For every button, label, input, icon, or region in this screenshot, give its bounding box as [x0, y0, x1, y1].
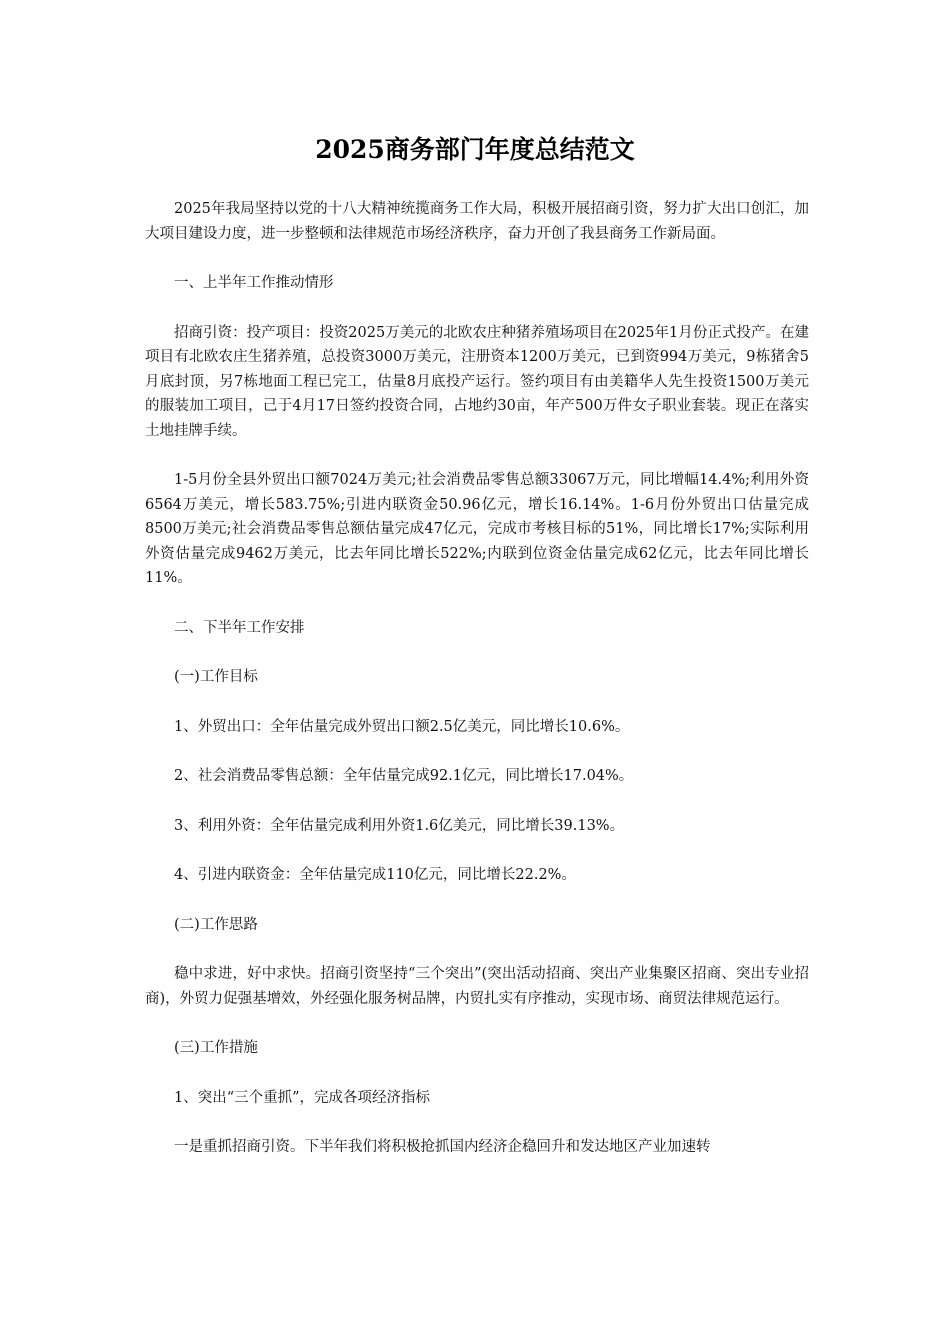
goal-item-foreign-investment: 3、利用外资：全年估量完成利用外资1.6亿美元，同比增长39.13%。 [174, 817, 625, 834]
subheading-work-measures: (三)工作措施 [174, 1040, 258, 1056]
section-heading-second-half: 二、下半年工作安排 [174, 619, 305, 636]
approach-paragraph: 稳中求进，好中求快。招商引资坚持“三个突出”(突出活动招商、突出产业集聚区招商、突出专业招商)，外贸力促强基增效，外经强化服务树品牌，内贸扎实有序推动，实现市场、商贸法律规范运行。 [145, 966, 809, 1007]
goal-item-retail: 2、社会消费品零售总额：全年估量完成92.1亿元，同比增长17.04%。 [174, 768, 634, 784]
goal-item-domestic-funds: 4、引进内联资金：全年估量完成110亿元，同比增长22.2%。 [174, 867, 576, 883]
document-title: 2025商务部门年度总结范文 [315, 135, 635, 164]
statistics-paragraph: 1-5月份全县外贸出口额7024万美元;社会消费品零售总额33067万元，同比增幅14.4%;利用外资6564万美元，增长583.75%;引进内联资金50.96亿元，增长16.14%。1-6月份外贸出口估量完成8500万美元;社会消费品零售总额估量完成47亿元，完成市考核目标的51%，同比增长17%;实际利用外资估量完成9462万美元，比去年同比增长522%;内联到位资金估量完成62亿元，比去年同比增长11%。 [145, 472, 809, 586]
document-body [145, 197, 809, 1185]
subheading-work-approach: (二)工作思路 [174, 916, 258, 933]
measure-item-1: 1、突出“三个重抓”，完成各项经济指标 [174, 1089, 431, 1106]
intro-paragraph: 2025年我局坚持以党的十八大精神统揽商务工作大局，积极开展招商引资，努力扩大出口创汇，加大项目建设力度，进一步整顿和法律规范市场经济秩序，奋力开创了我县商务工作新局面。 [145, 201, 809, 242]
section-heading-first-half: 一、上半年工作推动情形 [174, 275, 334, 291]
investment-paragraph: 招商引资：投产项目：投资2025万美元的北欧农庄种猪养殖场项目在2025年1月份正式投产。在建项目有北欧农庄生猪养殖，总投资3000万美元，注册资本1200万美元，已到资994万美元，9栋猪舍5月底封顶，另7栋地面工程已完工，估量8月底投产运行。签约项目有由美籍华人先生投资1500万美元的服装加工项目，己于4月17日签约投资合同，占地约30亩，年产500万件女子职业套装。现正在落实土地挂牌手续。 [145, 324, 809, 439]
subheading-work-goals: (一)工作目标 [174, 669, 258, 685]
goal-item-export: 1、外贸出口：全年估量完成外贸出口额2.5亿美元，同比增长10.6%。 [174, 718, 630, 735]
measure-paragraph-1: 一是重抓招商引资。下半年我们将积极抢抓国内经济企稳回升和发达地区产业加速转 [174, 1139, 711, 1155]
